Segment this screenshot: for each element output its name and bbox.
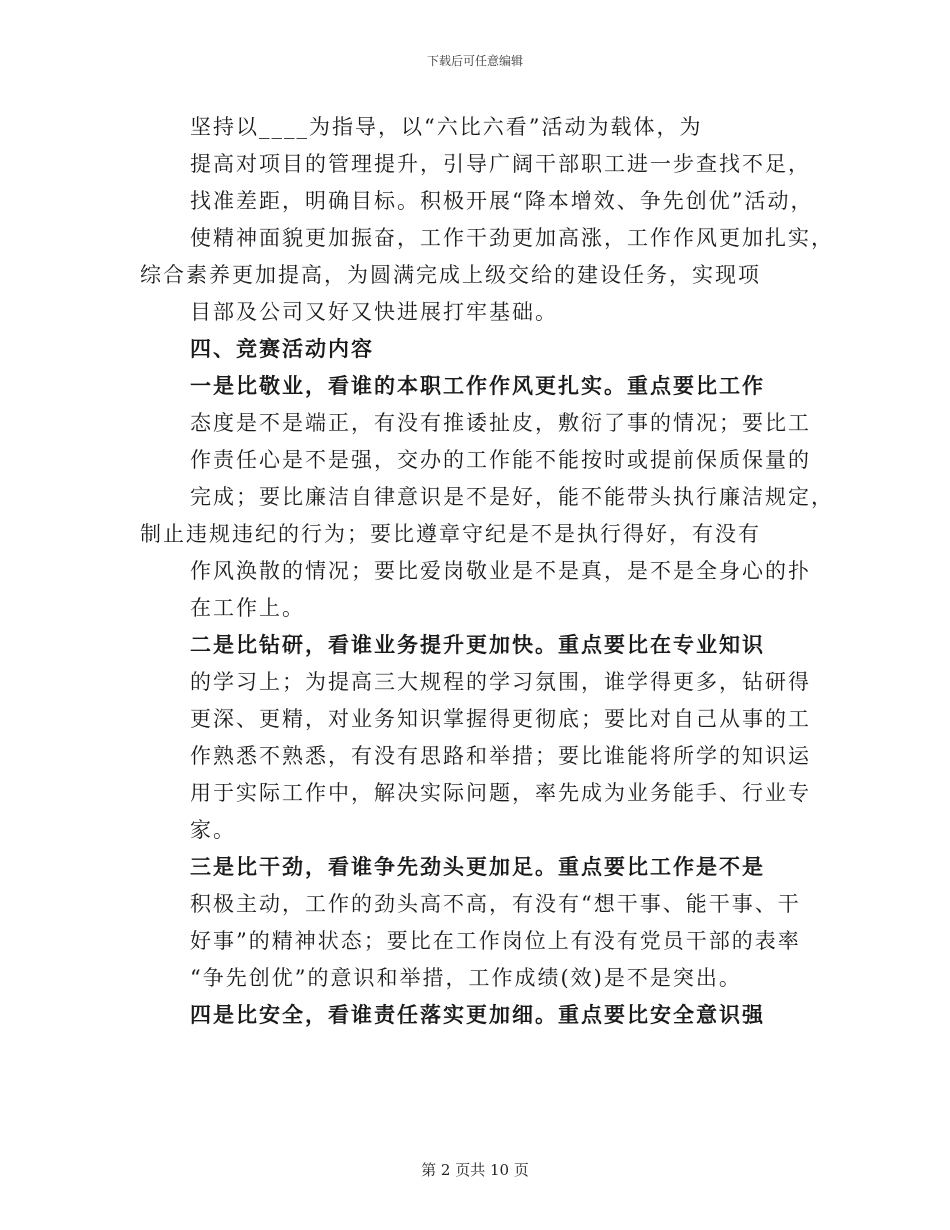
body-line: 目部及公司又好又快进展打牢基础。 bbox=[190, 300, 558, 324]
body-line: 在工作上。 bbox=[190, 596, 305, 620]
item-heading: 四是比安全，看谁责任落实更加细。重点要比安全意识强 bbox=[190, 1002, 765, 1027]
body-line: 提高对项目的管理提升，引导广阔干部职工进一步查找不足， bbox=[190, 152, 811, 176]
body-line: 态度是不是端正，有没有推诿扯皮，敷衍了事的情况；要比工 bbox=[190, 411, 811, 435]
body-line: 完成；要比廉洁自律意识是不是好，能不能带头执行廉洁规定， bbox=[190, 485, 834, 509]
page-footer: 第 2 页共 10 页 bbox=[421, 1161, 529, 1179]
body-line: 制止违规违纪的行为；要比遵章守纪是不是执行得好，有没有 bbox=[140, 522, 761, 546]
body-line: 找准差距，明确目标。积极开展“降本增效、争先创优”活动， bbox=[190, 189, 814, 213]
body-line: 作责任心是不是强，交办的工作能不能按时或提前保质保量的 bbox=[190, 448, 811, 472]
body-line: 使精神面貌更加振奋，工作干劲更加高涨，工作作风更加扎实， bbox=[190, 226, 834, 250]
body-line: 坚持以____为指导，以“六比六看”活动为载体，为 bbox=[190, 115, 703, 139]
body-line: 积极主动，工作的劲头高不高，有没有“想干事、能干事、干 bbox=[190, 892, 801, 916]
body-line: 用于实际工作中，解决实际问题，率先成为业务能手、行业专 bbox=[190, 781, 811, 805]
item-heading: 三是比干劲，看谁争先劲头更加足。重点要比工作是不是 bbox=[190, 854, 765, 879]
body-line: 综合素养更加提高，为圆满完成上级交给的建设任务，实现项 bbox=[140, 263, 761, 287]
body-line: 好事”的精神状态；要比在工作岗位上有没有党员干部的表率 bbox=[190, 929, 801, 953]
item-heading: 二是比钻研，看谁业务提升更加快。重点要比在专业知识 bbox=[190, 632, 765, 657]
page-header: 下载后可任意编辑 bbox=[426, 54, 523, 68]
section-heading: 四、竞赛活动内容 bbox=[190, 336, 374, 361]
body-line: “争先创优”的意识和举措，工作成绩(效)是不是突出。 bbox=[190, 966, 742, 990]
body-line: 作风涣散的情况；要比爱岗敬业是不是真，是不是全身心的扑 bbox=[190, 559, 811, 583]
body-line: 家。 bbox=[190, 818, 236, 842]
item-heading: 一是比敬业，看谁的本职工作作风更扎实。重点要比工作 bbox=[190, 373, 765, 398]
body-line: 的学习上；为提高三大规程的学习氛围，谁学得更多，钻研得 bbox=[190, 670, 811, 694]
body-line: 更深、更精，对业务知识掌握得更彻底；要比对自己从事的工 bbox=[190, 707, 811, 731]
body-line: 作熟悉不熟悉，有没有思路和举措；要比谁能将所学的知识运 bbox=[190, 744, 811, 768]
